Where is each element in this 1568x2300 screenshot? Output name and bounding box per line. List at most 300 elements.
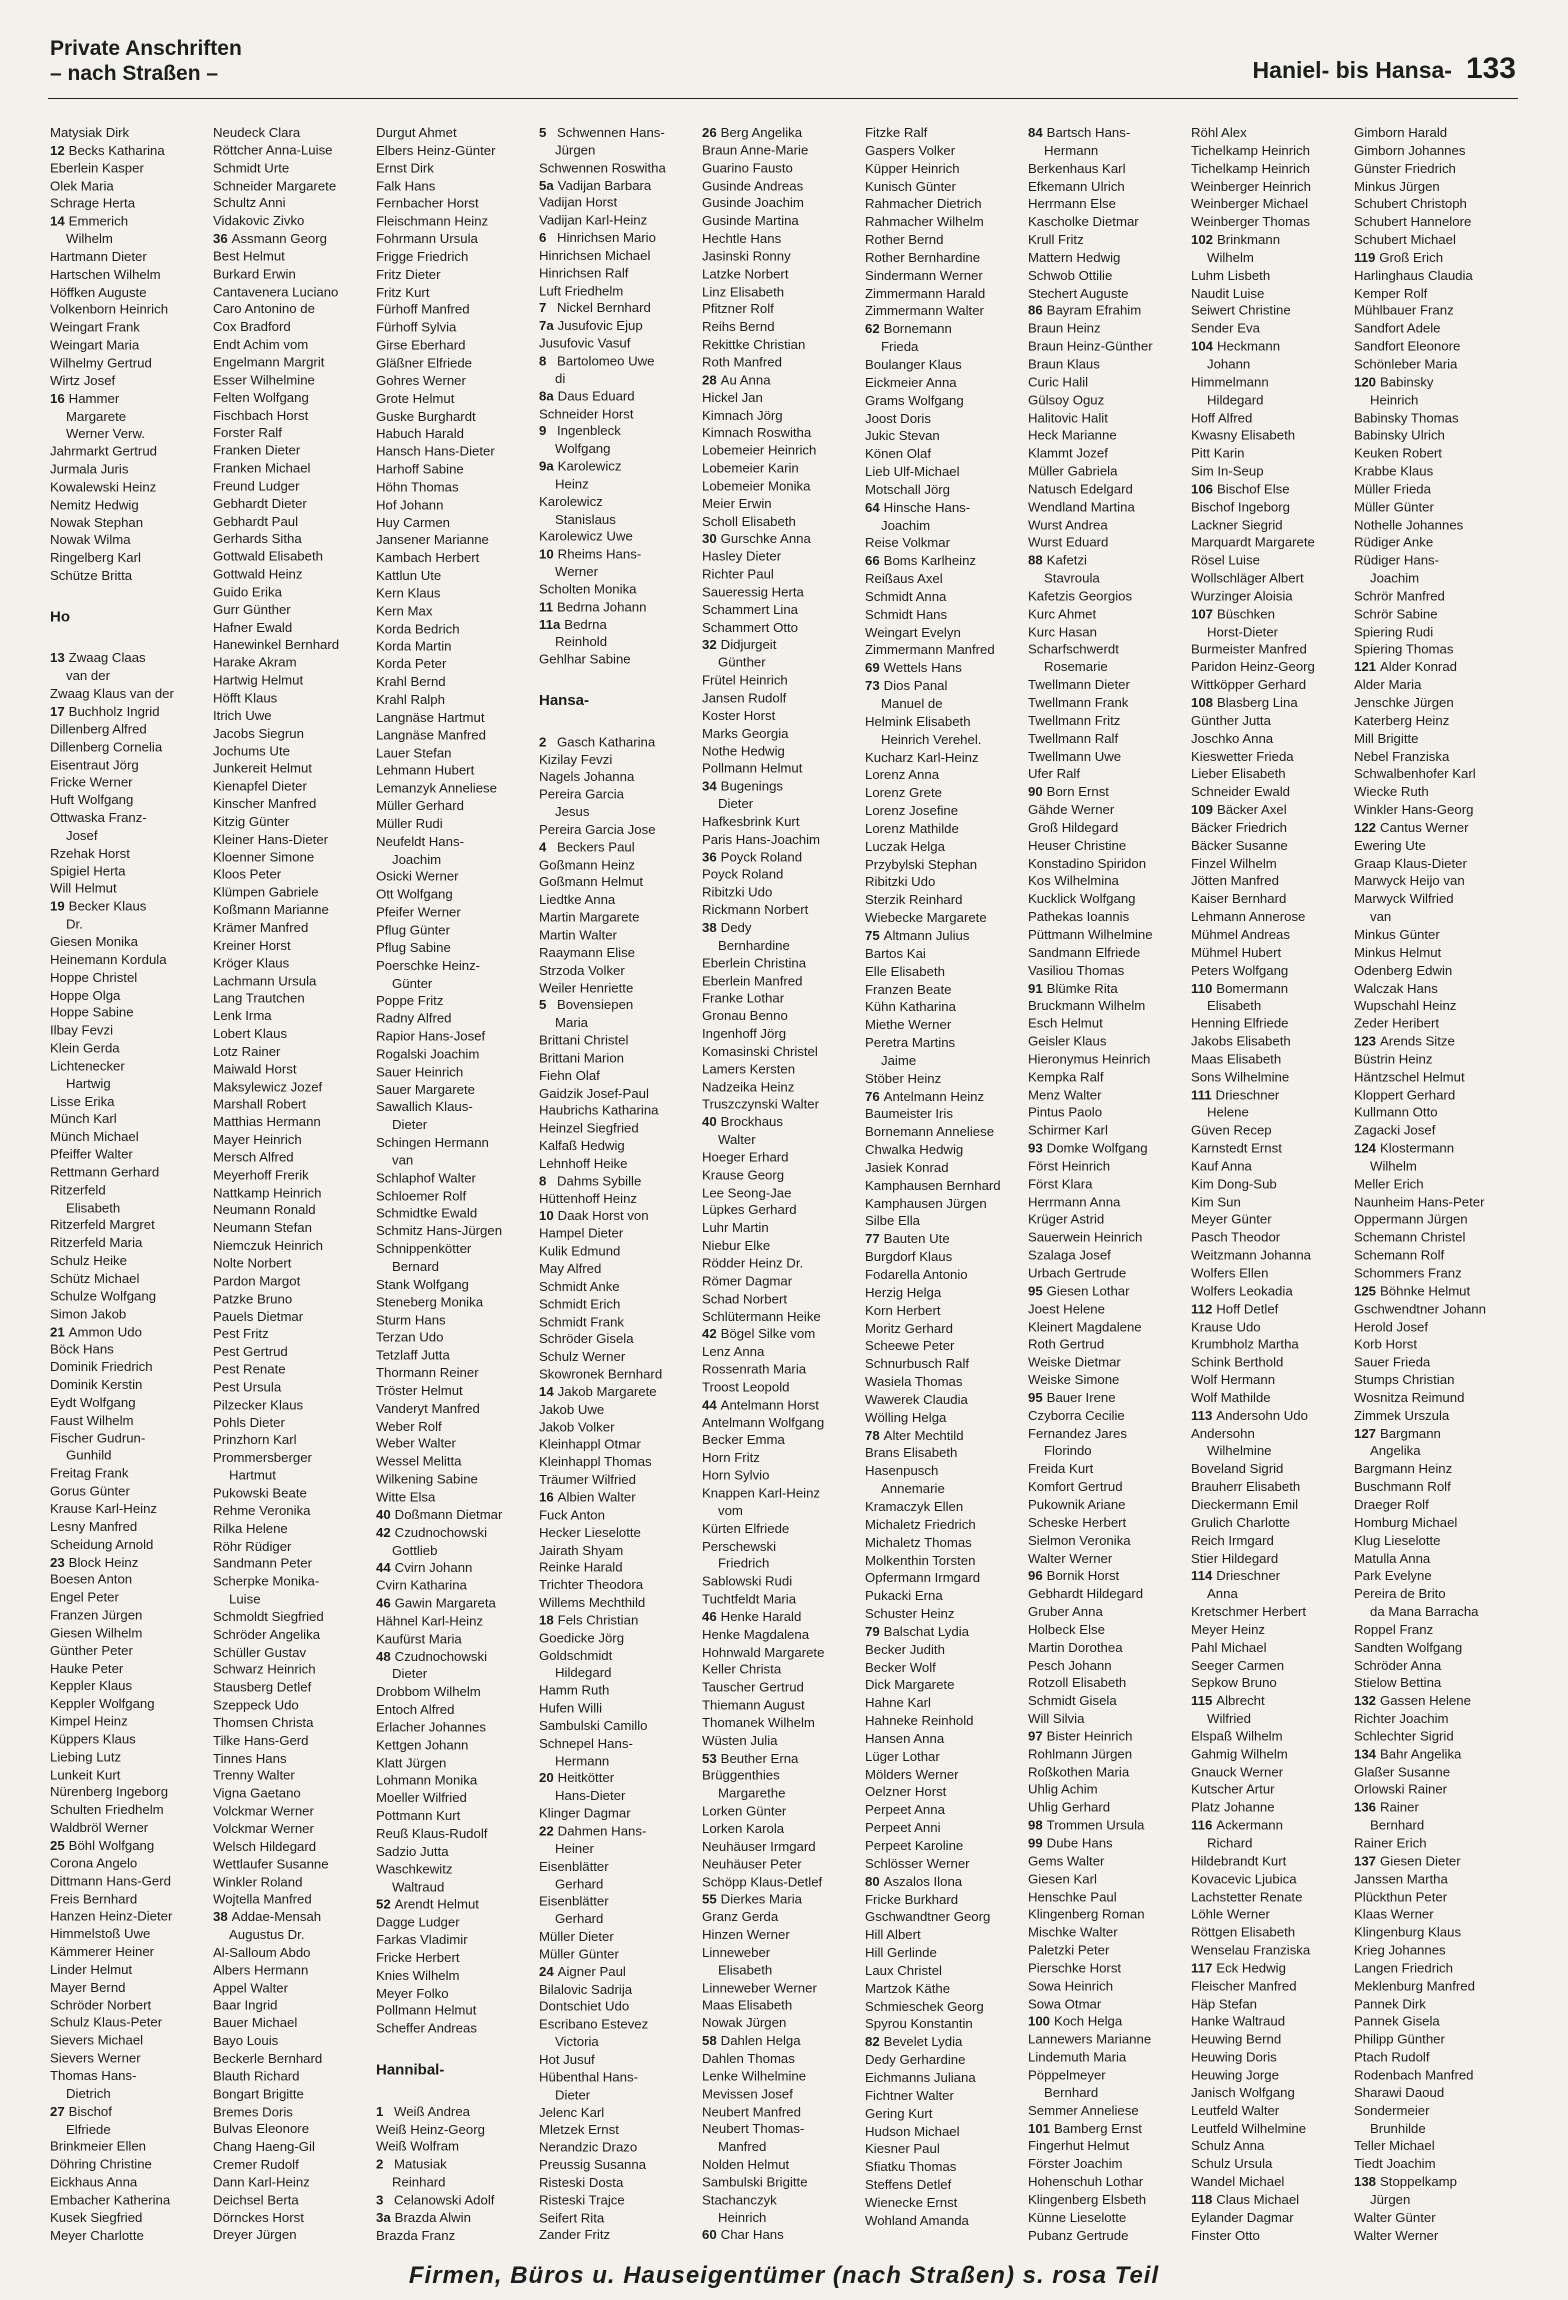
resident-name: Sauer Frieda bbox=[1354, 1354, 1431, 1370]
house-entry bbox=[865, 927, 1028, 945]
resident-name: Hanewinkel Bernhard bbox=[213, 637, 340, 653]
resident-name: Weiske Dietmar bbox=[1028, 1354, 1121, 1370]
entry-continuation: Werner bbox=[555, 564, 598, 580]
resident-name: Träumer Wilfried bbox=[539, 1472, 636, 1487]
resident-name: Jusufovic Vasuf bbox=[539, 335, 631, 351]
resident-name: Harlinghaus Claudia bbox=[1354, 267, 1473, 283]
resident-name: Al-Salloum Abdo bbox=[213, 1944, 311, 1960]
resident-name: Korda Peter bbox=[376, 656, 447, 672]
house-number: 40 bbox=[702, 1114, 717, 1130]
resident-name: Lobemeier Monika bbox=[702, 478, 811, 494]
resident-name: Dagge Ludger bbox=[376, 1914, 460, 1930]
resident-name: Fritz Dieter bbox=[376, 266, 441, 282]
resident-name: Schingen Hermann bbox=[376, 1134, 489, 1150]
house-entry bbox=[1028, 124, 1191, 142]
resident-name: Heuser Christine bbox=[1028, 837, 1127, 853]
resident-name: Hanzen Heinz-Dieter bbox=[50, 1908, 173, 1924]
resident-name: Bayo Louis bbox=[213, 2033, 279, 2049]
resident-name: Neumann Ronald bbox=[213, 1202, 316, 1218]
house-number: 66 bbox=[865, 553, 880, 569]
resident-name: Heitkötter bbox=[557, 1770, 615, 1786]
resident-name: Goedicke Jörg bbox=[539, 1630, 625, 1646]
resident-name: Perpeet Karoline bbox=[865, 1838, 964, 1853]
resident-name: Antelmann Horst bbox=[720, 1397, 819, 1413]
resident-name: Antelmann Wolfgang bbox=[702, 1414, 825, 1430]
resident-name: Schlütermann Heike bbox=[702, 1308, 821, 1324]
resident-name: Twellmann Fritz bbox=[1028, 713, 1121, 728]
resident-name: Ribitzki Udo bbox=[702, 884, 773, 900]
house-entry bbox=[1028, 2120, 1191, 2138]
entry-continuation: Brunhilde bbox=[1370, 2120, 1426, 2136]
house-entry bbox=[702, 530, 865, 548]
street-heading: Ho bbox=[50, 608, 70, 626]
resident-name: Zwaag Claas bbox=[68, 650, 146, 666]
resident-name: Drobbom Wilhelm bbox=[376, 1684, 481, 1700]
resident-name: Sambulski Brigitte bbox=[702, 2174, 808, 2190]
house-entry bbox=[1354, 1425, 1517, 1443]
spacer bbox=[376, 2038, 539, 2056]
resident-name: Cantavenera Luciano bbox=[213, 284, 339, 299]
entry-continuation: Richard bbox=[1207, 1835, 1253, 1851]
resident-name: Reißaus Axel bbox=[865, 571, 943, 587]
resident-name: Häntzschel Helmut bbox=[1354, 1069, 1465, 1085]
resident-name: Braun Heinz bbox=[1028, 321, 1101, 336]
resident-name: Sablowski Rudi bbox=[702, 1573, 793, 1589]
resident-name: Best Helmut bbox=[213, 248, 285, 264]
resident-name: Könen Olaf bbox=[865, 446, 931, 462]
house-entry bbox=[1028, 783, 1191, 801]
resident-name: Bedrna bbox=[564, 616, 607, 632]
resident-name: Katerberg Heinz bbox=[1354, 713, 1450, 728]
resident-name: Hinrichsen Ralf bbox=[539, 265, 629, 281]
resident-name: Koßmann Marianne bbox=[213, 902, 329, 918]
resident-name: Au Anna bbox=[720, 372, 771, 388]
house-entry bbox=[1191, 1817, 1354, 1835]
resident-name: Sfiatku Thomas bbox=[865, 2159, 957, 2175]
resident-name: Walter Günter bbox=[1354, 2209, 1436, 2225]
house-entry bbox=[865, 677, 1028, 695]
house-entry bbox=[702, 848, 865, 866]
house-number: 137 bbox=[1354, 1853, 1377, 1869]
resident-name: Schnurbusch Ralf bbox=[865, 1356, 970, 1372]
house-entry bbox=[1028, 1835, 1191, 1853]
resident-name: Heckmann bbox=[1217, 338, 1281, 354]
resident-name: Thomsen Christa bbox=[213, 1715, 314, 1731]
resident-name: Roppel Franz bbox=[1354, 1621, 1434, 1637]
resident-name: Giesen Dieter bbox=[1380, 1853, 1461, 1869]
resident-name: Sauer Margarete bbox=[376, 1081, 475, 1097]
resident-name: Pereira Garcia bbox=[539, 786, 625, 802]
resident-name: Konstadino Spiridon bbox=[1028, 855, 1147, 871]
resident-name: Luczak Helga bbox=[865, 838, 945, 854]
resident-name: Heck Marianne bbox=[1028, 427, 1117, 443]
resident-name: Urbach Gertrude bbox=[1028, 1265, 1127, 1281]
resident-name: Sons Wilhelmine bbox=[1191, 1069, 1290, 1085]
resident-name: Witte Elsa bbox=[376, 1489, 436, 1505]
directory-column bbox=[376, 124, 539, 2244]
resident-name: Jairath Shyam bbox=[539, 1542, 624, 1558]
house-number: 115 bbox=[1191, 1693, 1213, 1709]
resident-name: Peters Wolfgang bbox=[1191, 962, 1289, 978]
resident-name: Entoch Alfred bbox=[376, 1701, 455, 1717]
resident-name: Grulich Charlotte bbox=[1191, 1514, 1290, 1530]
resident-name: Kern Klaus bbox=[376, 585, 441, 601]
entry-continuation: Maria bbox=[555, 1015, 588, 1031]
resident-name: Halitovic Halit bbox=[1028, 410, 1108, 426]
resident-name: Assmann Georg bbox=[231, 231, 327, 246]
resident-name: Schnippenkötter bbox=[376, 1241, 472, 1257]
resident-name: Weiske Simone bbox=[1028, 1372, 1120, 1388]
entry-continuation: Heinz bbox=[555, 476, 589, 492]
entry-continuation: Hartwig bbox=[66, 1076, 111, 1091]
resident-name: Kaufürst Maria bbox=[376, 1631, 462, 1646]
resident-name: Dontschiet Udo bbox=[539, 1999, 630, 2015]
header-title-line1: Private Anschriften bbox=[50, 37, 242, 60]
resident-name: Heuwing Bernd bbox=[1191, 2031, 1282, 2047]
entry-continuation: Dieter bbox=[392, 1666, 428, 1682]
resident-name: Komfort Gertrud bbox=[1028, 1479, 1123, 1495]
resident-name: Sievers Werner bbox=[50, 2050, 141, 2066]
resident-name: Hansch Hans-Dieter bbox=[376, 443, 495, 459]
resident-name: Schmidt Hans bbox=[865, 606, 948, 622]
resident-name: Himmelmann bbox=[1191, 374, 1269, 390]
house-number: 3a bbox=[376, 2210, 391, 2225]
resident-name: Hafner Ewald bbox=[213, 619, 293, 635]
house-number: 127 bbox=[1354, 1425, 1377, 1441]
resident-name: Eylander Dagmar bbox=[1191, 2209, 1294, 2225]
resident-name: Rettmann Gerhard bbox=[50, 1164, 160, 1180]
house-number: 27 bbox=[50, 2103, 65, 2119]
resident-name: Kempka Ralf bbox=[1028, 1069, 1104, 1085]
resident-name: Minkus Jürgen bbox=[1354, 178, 1440, 194]
resident-name: Groß Hildegard bbox=[1028, 819, 1119, 835]
resident-name: Natusch Edelgard bbox=[1028, 481, 1133, 497]
resident-name: Meller Erich bbox=[1354, 1176, 1424, 1192]
resident-name: Bruckmann Wilhelm bbox=[1028, 998, 1146, 1014]
resident-name: Hartwig Helmut bbox=[213, 672, 304, 688]
resident-name: Hoff Detlef bbox=[1216, 1301, 1279, 1317]
resident-name: Giesen Lothar bbox=[1046, 1283, 1130, 1299]
resident-name: Pflug Günter bbox=[376, 922, 451, 938]
resident-name: Truszczynski Walter bbox=[702, 1096, 819, 1112]
entry-continuation: Rosemarie bbox=[1044, 659, 1108, 675]
house-entry bbox=[1028, 979, 1191, 997]
resident-name: Glaßer Susanne bbox=[1354, 1764, 1451, 1780]
resident-name: Niebur Elke bbox=[702, 1238, 771, 1253]
resident-name: Bremes Doris bbox=[213, 2103, 293, 2119]
house-entry bbox=[1191, 231, 1354, 249]
resident-name: Silbe Ella bbox=[865, 1213, 920, 1229]
resident-name: Albers Hermann bbox=[213, 1962, 309, 1978]
resident-name: Hoff Alfred bbox=[1191, 410, 1253, 426]
resident-name: Szeppeck Udo bbox=[213, 1697, 299, 1713]
resident-name: Schütz Michael bbox=[50, 1270, 140, 1286]
house-number: 84 bbox=[1028, 124, 1043, 140]
house-entry bbox=[1028, 552, 1191, 570]
resident-name: Kim Dong-Sub bbox=[1191, 1176, 1277, 1192]
house-entry bbox=[376, 2191, 539, 2209]
resident-name: Bomermann bbox=[1216, 980, 1289, 996]
resident-name: Hafkesbrink Kurt bbox=[702, 814, 800, 829]
house-number: 95 bbox=[1028, 1283, 1043, 1299]
resident-name: Vanderyt Manfred bbox=[376, 1400, 480, 1416]
page-number: 133 bbox=[1465, 52, 1516, 85]
resident-name: Preussig Susanna bbox=[539, 2157, 647, 2173]
resident-name: Rheims Hans- bbox=[557, 546, 642, 562]
resident-name: Müller Gabriela bbox=[1028, 463, 1118, 479]
resident-name: Guske Burghardt bbox=[376, 408, 476, 424]
resident-name: Graap Klaus-Dieter bbox=[1354, 855, 1467, 871]
resident-name: Luhr Martin bbox=[702, 1220, 769, 1236]
resident-name: Farkas Vladimir bbox=[376, 1932, 468, 1948]
resident-name: Beuther Erna bbox=[720, 1750, 799, 1766]
resident-name: Klatt Jürgen bbox=[376, 1755, 447, 1771]
resident-name: Schommers Franz bbox=[1354, 1265, 1462, 1281]
resident-name: Thormann Reiner bbox=[376, 1365, 479, 1381]
entry-continuation: Wolfgang bbox=[555, 441, 611, 457]
resident-name: Hanke Waltraud bbox=[1191, 2013, 1286, 2029]
resident-name: Lemanzyk Anneliese bbox=[376, 780, 497, 796]
resident-name: Pukowski Beate bbox=[213, 1485, 307, 1501]
house-number: 60 bbox=[702, 2227, 717, 2243]
resident-name: Blauth Richard bbox=[213, 2068, 300, 2084]
resident-name: Beckerle Bernhard bbox=[213, 2050, 323, 2066]
resident-name: Knies Wilhelm bbox=[376, 1967, 460, 1983]
resident-name: Pukownik Ariane bbox=[1028, 1497, 1126, 1513]
resident-name: Didjurgeit bbox=[720, 637, 777, 653]
resident-name: Korda Bedrich bbox=[376, 621, 460, 637]
resident-name: Niemczuk Heinrich bbox=[213, 1238, 323, 1253]
resident-name: Schöpp Klaus-Detlef bbox=[702, 1874, 823, 1890]
resident-name: Neubert Thomas- bbox=[702, 2121, 805, 2137]
resident-name: Welsch Hildegard bbox=[213, 1838, 317, 1854]
resident-name: Henke Magdalena bbox=[702, 1626, 810, 1642]
header-rule bbox=[48, 98, 1518, 99]
resident-name: Jakob Uwe bbox=[539, 1401, 605, 1417]
house-number: 52 bbox=[376, 1896, 391, 1912]
house-number: 8 bbox=[539, 1173, 547, 1189]
resident-name: Schneider Ewald bbox=[1191, 784, 1290, 800]
directory-column bbox=[1354, 124, 1517, 2244]
house-entry bbox=[1191, 480, 1354, 498]
resident-name: Fingerhut Helmut bbox=[1028, 2138, 1130, 2154]
house-entry bbox=[50, 213, 213, 231]
house-number: 113 bbox=[1191, 1407, 1213, 1423]
house-entry bbox=[702, 1750, 865, 1768]
resident-name: Gohres Werner bbox=[376, 373, 466, 388]
resident-name: Eberlein Kasper bbox=[50, 160, 144, 176]
resident-name: Dominik Kerstin bbox=[50, 1377, 143, 1393]
resident-name: Klümpen Gabriele bbox=[213, 884, 319, 900]
resident-name: Sielmon Veronika bbox=[1028, 1532, 1131, 1548]
resident-name: Volckmar Werner bbox=[213, 1803, 314, 1819]
house-entry bbox=[539, 839, 702, 857]
house-number: 22 bbox=[539, 1823, 554, 1839]
resident-name: Twellmann Ralf bbox=[1028, 730, 1119, 746]
house-number: 12 bbox=[50, 142, 65, 158]
entry-continuation: Joachim bbox=[1370, 570, 1420, 586]
resident-name: Eydt Wolfgang bbox=[50, 1394, 136, 1410]
resident-name: Krause Karl-Heinz bbox=[50, 1501, 158, 1517]
resident-name: Franzen Jürgen bbox=[50, 1607, 143, 1623]
resident-name: Troost Leopold bbox=[702, 1379, 790, 1395]
resident-name: Brauherr Elisabeth bbox=[1191, 1479, 1301, 1495]
resident-name: Steffens Detlef bbox=[865, 2177, 952, 2193]
resident-name: Vasiliou Thomas bbox=[1028, 962, 1125, 978]
house-entry bbox=[1191, 801, 1354, 819]
resident-name: Kloppert Gerhard bbox=[1354, 1087, 1456, 1103]
entry-continuation: Angelika bbox=[1370, 1443, 1421, 1459]
house-entry bbox=[702, 371, 865, 389]
entry-continuation: Stavroula bbox=[1044, 570, 1100, 586]
resident-name: Fichtner Walter bbox=[865, 2087, 954, 2103]
resident-name: Bischof bbox=[68, 2103, 112, 2119]
resident-name: Krumbholz Martha bbox=[1191, 1336, 1299, 1352]
resident-name: Eichmanns Juliana bbox=[865, 2069, 976, 2085]
resident-name: Maas Elisabeth bbox=[1191, 1051, 1282, 1067]
resident-name: Hoeger Erhard bbox=[702, 1149, 789, 1165]
resident-name: Pilzecker Klaus bbox=[213, 1397, 304, 1413]
resident-name: Pubanz Gertrude bbox=[1028, 2227, 1129, 2243]
resident-name: Harake Akram bbox=[213, 655, 297, 670]
resident-name: Gurr Günther bbox=[213, 602, 291, 617]
resident-name: Wolfers Ellen bbox=[1191, 1265, 1269, 1281]
resident-name: Wolf Mathilde bbox=[1191, 1390, 1271, 1406]
resident-name: Dick Margarete bbox=[865, 1677, 955, 1693]
resident-name: Stoppelkamp bbox=[1380, 2174, 1457, 2190]
resident-name: Schloemer Rolf bbox=[376, 1188, 467, 1204]
house-number: 5 bbox=[539, 997, 547, 1013]
resident-name: Scheske Herbert bbox=[1028, 1514, 1127, 1530]
resident-name: Freida Kurt bbox=[1028, 1461, 1094, 1477]
entry-continuation: Bernhard bbox=[1370, 1817, 1425, 1833]
resident-name: Scholten Monika bbox=[539, 581, 637, 597]
resident-name: Wosnitza Reimund bbox=[1354, 1390, 1465, 1406]
resident-name: Drieschner bbox=[1215, 1087, 1280, 1103]
resident-name: Aigner Paul bbox=[557, 1964, 626, 1979]
resident-name: Hüttenhoff Heinz bbox=[539, 1191, 637, 1206]
resident-name: Müller Günter bbox=[539, 1946, 619, 1962]
resident-name: Weinberger Michael bbox=[1191, 196, 1309, 212]
resident-name: Hickel Jan bbox=[702, 390, 763, 405]
resident-name: Kemper Rolf bbox=[1354, 285, 1428, 301]
resident-name: Wüsten Julia bbox=[702, 1732, 778, 1748]
resident-name: Brittani Marion bbox=[539, 1050, 625, 1066]
resident-name: Plückthun Peter bbox=[1354, 1889, 1448, 1905]
resident-name: Holbeck Else bbox=[1028, 1621, 1105, 1637]
resident-name: Brinkmeier Ellen bbox=[50, 2139, 147, 2155]
entry-continuation: Gerhard bbox=[555, 1876, 604, 1892]
resident-name: Guido Erika bbox=[213, 584, 282, 600]
resident-name: Szalaga Josef bbox=[1028, 1247, 1111, 1263]
resident-name: Gläßner Elfriede bbox=[376, 355, 473, 371]
entry-continuation: Jürgen bbox=[1370, 2191, 1411, 2207]
resident-name: Klingenburg Klaus bbox=[1354, 1924, 1462, 1940]
house-entry bbox=[702, 919, 865, 937]
resident-name: Thiemann August bbox=[702, 1697, 805, 1713]
house-number: 8 bbox=[539, 353, 547, 369]
resident-name: Lackner Siegrid bbox=[1191, 517, 1283, 532]
resident-name: Dillenberg Alfred bbox=[50, 721, 147, 737]
resident-name: Teller Michael bbox=[1354, 2138, 1435, 2154]
resident-name: Pöppelmeyer bbox=[1028, 2067, 1106, 2083]
entry-continuation: Elfriede bbox=[66, 2121, 111, 2137]
resident-name: Neufeldt Hans- bbox=[376, 833, 464, 849]
resident-name: Schröder Gisela bbox=[539, 1331, 634, 1347]
resident-name: Döhring Christine bbox=[50, 2156, 152, 2172]
resident-name: Ufer Ralf bbox=[1028, 766, 1081, 782]
resident-name: Hufen Willi bbox=[539, 1700, 603, 1716]
resident-name: Meyer Folko bbox=[376, 1985, 449, 2001]
entry-continuation: di bbox=[555, 370, 566, 386]
resident-name: Gurschke Anna bbox=[720, 531, 811, 547]
resident-name: Lehnhoff Heike bbox=[539, 1155, 628, 1171]
resident-name: Rehme Veronika bbox=[213, 1503, 311, 1519]
house-entry bbox=[1191, 1567, 1354, 1585]
resident-name: Reise Volkmar bbox=[865, 535, 951, 551]
resident-name: Eisenblätter bbox=[539, 1858, 609, 1874]
resident-name: Hinsche Hans- bbox=[883, 499, 971, 515]
resident-name: Bäcker Axel bbox=[1217, 802, 1287, 818]
house-entry bbox=[865, 659, 1028, 677]
resident-name: Goßmann Heinz bbox=[539, 857, 636, 872]
resident-name: Reich Irmgard bbox=[1191, 1532, 1274, 1548]
resident-name: Künne Lieselotte bbox=[1028, 2209, 1127, 2225]
resident-name: Poyck Roland bbox=[702, 867, 784, 882]
resident-name: Jusufovic Ejup bbox=[557, 318, 643, 334]
resident-name: Fitzke Ralf bbox=[865, 125, 928, 140]
resident-name: Schwennen Roswitha bbox=[539, 160, 666, 175]
resident-name: Mayer Bernd bbox=[50, 1979, 126, 1995]
resident-name: Schmidt Anke bbox=[539, 1278, 620, 1294]
resident-name: Wolf Hermann bbox=[1191, 1372, 1276, 1388]
resident-name: Kafetzis Georgios bbox=[1028, 588, 1133, 604]
resident-name: Schubert Christoph bbox=[1354, 196, 1467, 212]
resident-name: Arendt Helmut bbox=[394, 1896, 479, 1912]
resident-name: Twellmann Dieter bbox=[1028, 677, 1130, 693]
resident-name: Waschkewitz bbox=[376, 1861, 453, 1877]
resident-name: Becker Judith bbox=[865, 1641, 945, 1657]
resident-name: Richter Joachim bbox=[1354, 1710, 1449, 1726]
entry-continuation: Joachim bbox=[392, 851, 442, 867]
resident-name: Röhr Rüdiger bbox=[213, 1538, 292, 1554]
entry-continuation: Bernard bbox=[392, 1258, 439, 1274]
resident-name: Esser Wilhelmine bbox=[213, 372, 315, 388]
resident-name: Vadijan Horst bbox=[539, 195, 618, 211]
resident-name: Pannek Gisela bbox=[1354, 2013, 1440, 2029]
resident-name: Olek Maria bbox=[50, 178, 114, 194]
house-number: 34 bbox=[702, 778, 717, 794]
house-entry bbox=[376, 2209, 539, 2227]
resident-name: Bevelet Lydia bbox=[883, 2034, 963, 2050]
resident-name: Stier Hildegard bbox=[1191, 1550, 1279, 1566]
resident-name: Wittköpper Gerhard bbox=[1191, 677, 1307, 693]
resident-name: Naudit Luise bbox=[1191, 285, 1265, 301]
resident-name: Pottmann Kurt bbox=[376, 1808, 461, 1824]
entry-continuation: Günter bbox=[392, 975, 433, 991]
house-entry bbox=[213, 230, 376, 248]
resident-name: Keller Christa bbox=[702, 1662, 782, 1678]
resident-name: Mattern Hedwig bbox=[1028, 249, 1121, 265]
resident-name: Meyer Heinz bbox=[1191, 1621, 1266, 1637]
resident-name: Bauten Ute bbox=[883, 1231, 950, 1247]
house-number: 10 bbox=[539, 1208, 554, 1224]
resident-name: Andersohn bbox=[1191, 1425, 1255, 1441]
house-entry bbox=[376, 2103, 539, 2121]
resident-name: Korda Martin bbox=[376, 638, 452, 654]
resident-name: Lehmann Annerose bbox=[1191, 909, 1306, 925]
house-number: 112 bbox=[1191, 1301, 1213, 1317]
